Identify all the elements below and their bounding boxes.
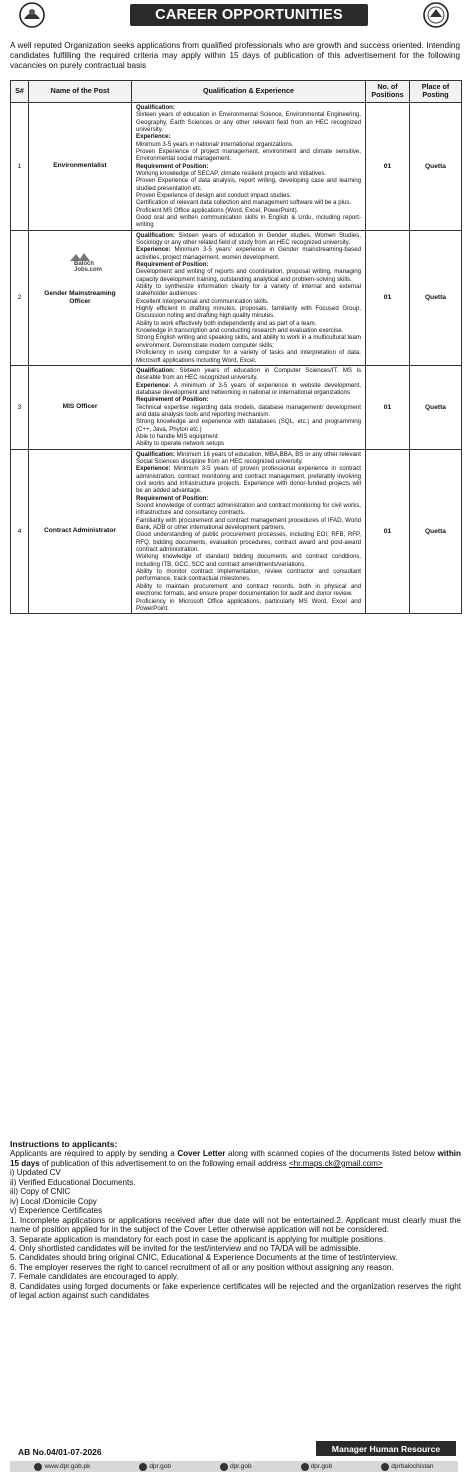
note-item: 8. Candidates using forged documents or fake experience certificates will be rejected and the organization reserves the right of legal action against such candidates: [10, 1281, 461, 1301]
social-link[interactable]: [220, 1463, 252, 1471]
column-header-place: Place of Posting: [410, 81, 462, 103]
vacancies-table: [10, 80, 462, 614]
qualification-text: Good oral and written communication skills in English & Urdu, including report-writing: [136, 213, 361, 229]
qualification-heading: Requirement of Position:: [136, 396, 209, 404]
qualification-text: Proven Experience of project management, environment and climate sensitive, Environmental social management.: [136, 147, 361, 163]
row-sn: 4: [11, 449, 29, 614]
qualification-line: [136, 214, 361, 229]
lead-text-3: of publication of this advertisement to on the following email address: [39, 1158, 289, 1168]
qualification-line: [136, 334, 361, 349]
row-positions: 01: [366, 365, 410, 449]
social-handle: dpr.gob: [229, 1463, 252, 1470]
qualification-heading: Qualification:: [136, 366, 175, 374]
qualification-text: Ability to maintain procurement and contract records, both in physical and electronic formats, and ensure proper documentation for audit and donor review.: [136, 582, 361, 598]
qualification-heading: Qualification:: [136, 450, 175, 458]
qualification-text: Proven Experience of data analysis, report writing, developing case and learning studied presentation etc.: [136, 177, 361, 192]
social-handle: www.dpr.gob.pk: [44, 1463, 91, 1470]
qualification-text: Minimum 3-5 years' experience in Gender mainstreaming-based activities, project management, women development.: [136, 246, 361, 261]
qualification-line: [136, 232, 361, 247]
social-media-icon: [381, 1463, 389, 1471]
qualification-text: Development and writing of reports and coordination, proposal writing, managing capacity development training, outstanding analytical and problem-solving skills.: [136, 268, 361, 283]
lead-cover-letter: Cover Letter: [177, 1149, 226, 1159]
qualification-line: [136, 349, 361, 364]
row-sn: 3: [11, 365, 29, 449]
qualification-heading: Requirement of Position:: [136, 261, 209, 269]
qualification-line: [136, 268, 361, 283]
qualification-text: A minimum of 3-5 years of experience in website development, database development and networking in national or international organizations: [136, 381, 361, 396]
table-row: [11, 449, 462, 614]
svg-text:Jobs.com: Jobs.com: [74, 267, 103, 273]
qualification-line: [136, 404, 361, 419]
qualification-line: [136, 192, 361, 199]
row-place: Quetta: [410, 449, 462, 614]
qualification-line: [136, 246, 361, 261]
qualification-text: Familiarity with procurement and contract management procedures of IFAD, World Bank, ADB or other international development partners.: [136, 516, 361, 532]
qualification-line: [136, 199, 361, 206]
qualification-line: [136, 495, 361, 502]
instructions-heading: Instructions to applicants:: [10, 1139, 118, 1149]
qualification-line: [136, 367, 361, 382]
qualification-text: Able to handle MIS equipment: [136, 432, 218, 440]
qualification-text: Ability to work effectively both independently and as part of a team.: [136, 319, 317, 327]
row-place: Quetta: [410, 102, 462, 230]
intro-text: A well reputed Organization seeks applications from qualified professionals who are growth and success oriented. Intending candidates fulfilling the required criteria may apply within 15 days of publication of this advertisement for the following vacancies on purely contractual basis: [10, 41, 460, 70]
social-handle: dpr.gob: [149, 1463, 171, 1470]
social-handle: dpr.gob: [310, 1463, 333, 1470]
qualification-line: [136, 207, 361, 214]
qualification-text: Ability to operate network setups: [136, 440, 225, 448]
document-item: i) Updated CV: [10, 1168, 61, 1178]
note-item: 5. Candidates should bring original CNIC, Educational & Experience Documents at the time of test/interview.: [10, 1253, 398, 1263]
row-place: Quetta: [410, 230, 462, 365]
qualification-line: [136, 568, 361, 583]
qualification-text: Proven Experience of design and conduct impact studies.: [136, 191, 292, 199]
row-qualification: [132, 365, 366, 449]
row-positions: 01: [366, 449, 410, 614]
qualification-line: [136, 177, 361, 192]
table-row: [11, 102, 462, 230]
manager-signature: Manager Human Resource: [316, 1441, 456, 1456]
qualification-text: Knowledge in transcription and conducting research and evaluation exercise.: [136, 327, 344, 335]
qualification-line: [136, 283, 361, 298]
qualification-line: [136, 141, 361, 148]
qualification-line: [136, 440, 361, 447]
column-header-sn: S#: [11, 81, 29, 103]
qualification-text: Technical expertise regarding data models, database management/ development and data analysis tools and reporting mechanism.: [136, 403, 361, 418]
qualification-heading: Experience:: [136, 381, 171, 389]
qualification-line: [136, 418, 361, 433]
lead-deadline: within 15 days: [10, 1149, 461, 1168]
note-item: 7. Female candidates are encouraged to apply.: [10, 1272, 179, 1282]
qualification-text: Sixteen years of education in Environmental Science, Environmental Engineering, Geography, Earth Sciences or any other relevant field from an HEC recognized university.: [136, 111, 361, 133]
row-positions: 01: [366, 230, 410, 365]
qualification-text: Minimum 3-5 years of proven professional experience in contract administration, contract monitoring and contract management, preferably involving civil works and infrastructure projects. Experience with donor-funded projects will be an added advantage.: [136, 465, 361, 495]
column-header-positions: No. of Positions: [366, 81, 410, 103]
note-item: 3. Separate application is mandatory for each post in case the applicant is applying for multiple positions.: [10, 1234, 386, 1244]
social-media-icon: [139, 1463, 147, 1471]
qualification-text: Proficiency in Microsoft Office applications, particularly MS Word, Excel and PowerPoint.: [136, 597, 361, 612]
social-link[interactable]: [139, 1463, 171, 1471]
organization-seal-logo: [420, 1, 452, 29]
documents-list: [10, 1168, 461, 1215]
qualification-text: Sixteen years of education in Gender studies, Women Studies, Sociology or any other related field of study from an HEC recognized university.: [136, 231, 361, 246]
lead-text-2: along with scanned copies of the documents listed below: [225, 1149, 438, 1159]
qualification-text: Proficiency in using computer for a variety of tasks and interpretation of data. Microsoft applications including Word, Excel.: [136, 349, 361, 364]
table-header-row: [11, 81, 462, 103]
social-handle: dprbalochistan: [391, 1463, 434, 1470]
qualification-line: [136, 465, 361, 494]
row-sn: 1: [11, 102, 29, 230]
row-positions: 01: [366, 102, 410, 230]
qualification-text: Certification of relevant data collection and management software will be a plus.: [136, 199, 352, 207]
qualification-line: [136, 433, 361, 440]
qualification-text: Highly efficient in drafting minutes, proposals, familiarity with Focused Group, Discussion noting and drafting high quality minutes.: [136, 305, 361, 320]
qualification-text: Strong knowledge and experience with databases (SQL, etc.) and programming (C++, Java, Phyton etc.): [136, 418, 361, 433]
ab-number: AB No.04/01-07-2026: [18, 1447, 102, 1457]
row-post-name: Gender Mainstreaming Officer: [29, 230, 132, 365]
social-strip: [10, 1461, 458, 1472]
qualification-heading: Requirement of Position:: [136, 162, 209, 170]
document-item: ii) Verified Educational Documents.: [10, 1177, 136, 1187]
qualification-line: [136, 583, 361, 598]
header: [0, 0, 466, 34]
row-place: Quetta: [410, 365, 462, 449]
qualification-line: [136, 305, 361, 320]
qualification-text: Proficient MS Office applications (Word, Excel, PowerPoint).: [136, 206, 299, 214]
qualification-text: Minimum 16 years of education, MBA,BBA, BS or any other relevant Social Sciences discipline from an HEC recognized university.: [136, 450, 361, 465]
qualification-text: Working knowledge of SECAP, climate resilient projects and initiatives.: [136, 169, 327, 177]
qualification-line: [136, 320, 361, 327]
qualification-line: [136, 451, 361, 466]
qualification-text: Strong English writing and speaking skills, and ability to work in a multicultural team environment. Demonstrate modern computer skills;: [136, 334, 361, 349]
baloch-jobs-watermark-logo: [68, 251, 110, 273]
qualification-line: [136, 553, 361, 568]
row-qualification: [132, 102, 366, 230]
social-link[interactable]: [381, 1463, 433, 1471]
qualification-text: Sixteen years of education in Computer Sciences/IT. MS is desirable from an HEC recognized university.: [136, 366, 361, 382]
document-item: v) Experience Certificates: [10, 1206, 103, 1216]
qualification-line: [136, 104, 361, 111]
instructions-section: [10, 1140, 461, 1301]
instructions-lead: [10, 1149, 461, 1168]
qualification-line: [136, 382, 361, 397]
social-media-icon: [220, 1463, 228, 1471]
row-qualification: [132, 230, 366, 365]
qualification-text: Working knowledge of standard bidding documents and contract conditions, including ITB, GCC, SCC and contract amendments/variations.: [136, 553, 361, 568]
qualification-text: Sound knowledge of contract administration and contract monitoring for civil works, infrastructure and consultancy contracts.: [136, 502, 361, 517]
social-link[interactable]: [34, 1463, 90, 1471]
footer: [0, 1441, 466, 1475]
qualification-text: Excellent interpersonal and communication skills.: [136, 297, 269, 305]
qualification-heading: Experience:: [136, 133, 171, 141]
qualification-text: Good understanding of public procurement processes, including EOI, RFB, RFP, RFQ, bidding documents, evaluation procedures, contract award and post-award contract administration.: [136, 531, 361, 554]
qualification-line: [136, 396, 361, 403]
qualification-line: [136, 517, 361, 532]
table-row: [11, 365, 462, 449]
svg-text:Baloch: Baloch: [74, 261, 95, 267]
page-title: CAREER OPPORTUNITIES: [130, 4, 368, 26]
notes-list: [10, 1216, 461, 1301]
column-header-qualification: Qualification & Experience: [132, 81, 366, 103]
social-media-icon: [301, 1463, 309, 1471]
document-item: iii) Copy of CNIC: [10, 1187, 71, 1197]
qualification-heading: Qualification:: [136, 103, 175, 111]
qualification-line: [136, 170, 361, 177]
qualification-line: [136, 133, 361, 140]
qualification-line: [136, 298, 361, 305]
qualification-line: [136, 261, 361, 268]
row-post-name: Environmentalist: [29, 102, 132, 230]
column-header-post: Name of the Post: [29, 81, 132, 103]
qualification-line: [136, 111, 361, 133]
qualification-heading: Qualification:: [136, 231, 175, 239]
note-item: 1. Incomplete applications or applications received after due date will not be entertained.2. Applicant must clearly must the name of position applied for in the subject of the Cover Letter otherwise application will not be considered.: [10, 1215, 461, 1235]
qualification-line: [136, 502, 361, 517]
qualification-heading: Requirement of Position:: [136, 494, 209, 502]
row-sn: 2: [11, 230, 29, 365]
qualification-line: [136, 327, 361, 334]
row-post-name: Contract Administrator: [29, 449, 132, 614]
lead-text: Applicants are required to apply by sending a: [10, 1149, 178, 1159]
qualification-line: [136, 531, 361, 553]
row-qualification: [132, 449, 366, 614]
qualification-text: Ability to monitor contract implementation, review contractor and consultant performance, track contractual milestones.: [136, 568, 361, 583]
qualification-text: Ability to synthesize information clearly for a variety of internal and external stakeholder audiences: [136, 283, 361, 298]
note-item: 4. Only shortlisted candidates will be invited for the test/interview and no TA/DA will be admissible.: [10, 1243, 361, 1253]
qualification-heading: Experience:: [136, 465, 171, 473]
qualification-line: [136, 163, 361, 170]
qualification-heading: Experience:: [136, 246, 171, 254]
government-emblem-logo: [16, 1, 48, 29]
row-post-name: MIS Officer: [29, 365, 132, 449]
qualification-text: Minimum 3-5 years in national/ international organizations.: [136, 140, 294, 148]
social-media-icon: [34, 1463, 42, 1471]
email-link[interactable]: <hr.maps.ck@gmail.com>: [288, 1158, 383, 1168]
document-item: iv) Local /Domicile Copy: [10, 1196, 97, 1206]
social-link[interactable]: [301, 1463, 333, 1471]
qualification-line: [136, 598, 361, 613]
note-item: 6. The employer reserves the right to cancel recruitment of all or any position without assigning any reason.: [10, 1262, 394, 1272]
qualification-line: [136, 148, 361, 163]
